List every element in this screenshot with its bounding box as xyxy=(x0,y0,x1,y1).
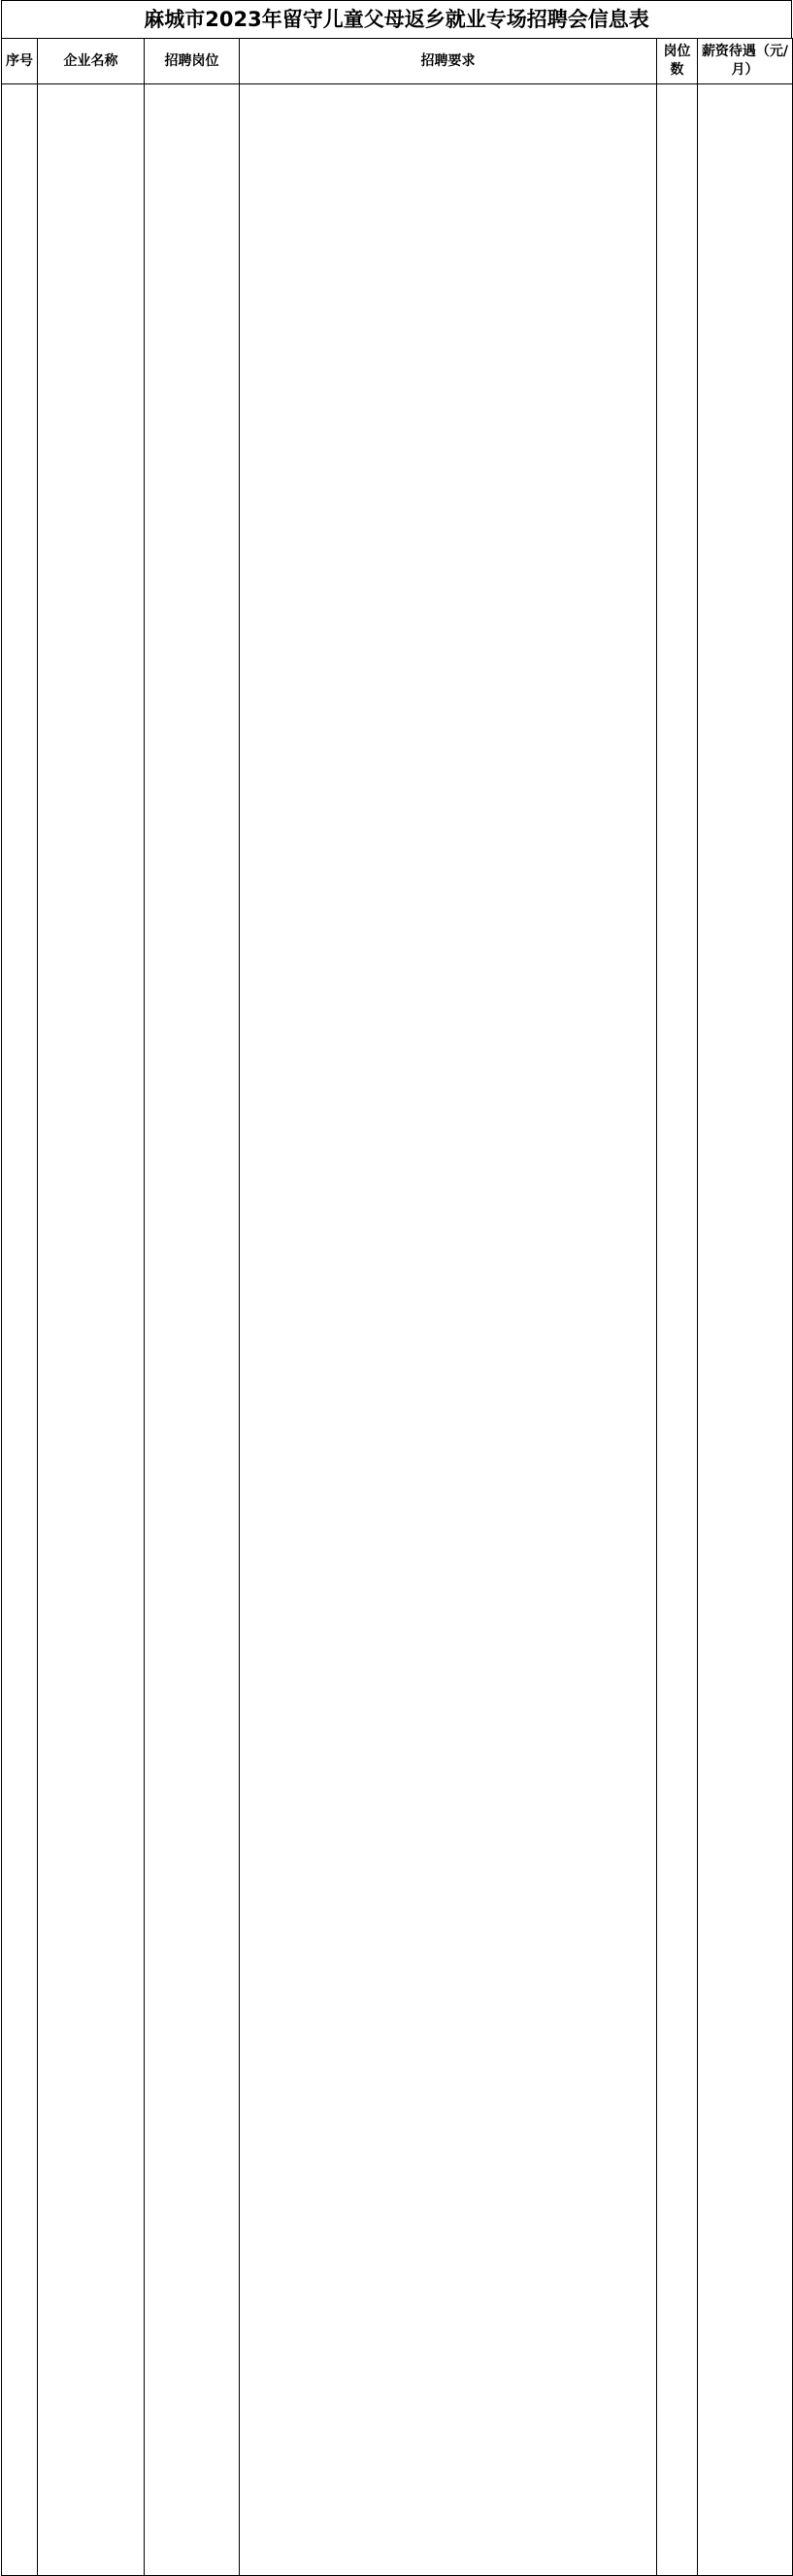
jobs-table xyxy=(1,38,793,2576)
header-position: 招聘岗位 xyxy=(145,39,240,84)
header-company: 企业名称 xyxy=(38,39,145,84)
header-count: 岗位数 xyxy=(657,39,698,84)
header-no: 序号 xyxy=(2,39,38,84)
header-salary: 薪资待遇（元/月） xyxy=(698,39,793,84)
table-body-placeholder xyxy=(2,84,793,2576)
table-header-row xyxy=(2,39,793,84)
header-requirement: 招聘要求 xyxy=(240,39,657,84)
page-title: 麻城市2023年留守儿童父母返乡就业专场招聘会信息表 xyxy=(1,0,792,38)
